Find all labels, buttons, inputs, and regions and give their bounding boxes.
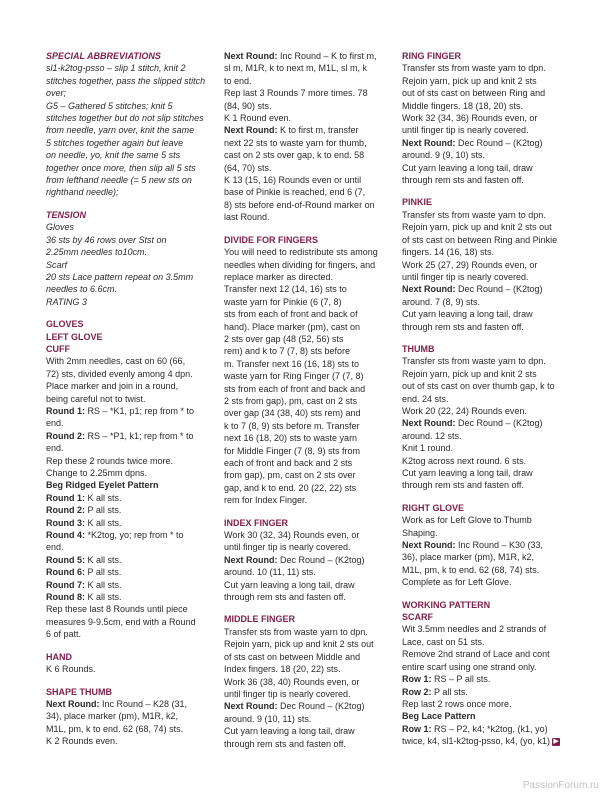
shape-thumb-heading: SHAPE THUMB — [46, 686, 113, 697]
text-line: K2tog across next round. 6 sts. — [402, 455, 527, 466]
text-line: Rejoin yarn, pick up and knit 2 sts out — [402, 222, 552, 233]
text-line: Shaping. — [402, 527, 438, 538]
text-line: through rem sts and fasten off. — [224, 738, 346, 749]
text-line: stitches together but do not slip stitches — [46, 113, 204, 124]
text-line: Cut yarn leaving a long tail, draw — [402, 309, 533, 320]
row-label: Row 1: — [402, 723, 432, 734]
index-finger-heading: INDEX FINGER — [224, 517, 289, 528]
round-label: Round 3: — [46, 517, 85, 528]
text-line: Work 32 (34, 36) Rounds even, or — [402, 113, 538, 124]
text-line: Lace, cast on 51 sts. — [402, 636, 485, 647]
text-line: through rem sts and fasten off. — [402, 321, 524, 332]
text-line: Transfer next 12 (14, 16) sts to — [224, 284, 347, 295]
text-line: replace marker as directed. — [224, 271, 334, 282]
text-line: needles to 6.6cm. — [46, 284, 118, 295]
row-text: twice, k4, sl1-k2tog-psso, k4, (yo, k1) — [402, 736, 551, 747]
text-line: You will need to redistribute sts among — [224, 247, 378, 258]
text-line: Rejoin yarn, pick up and knit 2 sts — [402, 75, 537, 86]
round-text: Inc Round – K30 (33, — [455, 540, 544, 551]
scarf-heading: SCARF — [402, 612, 433, 623]
round-label: Next Round: — [402, 418, 456, 429]
text-line: around. 12 sts. — [402, 430, 462, 441]
text-line: Rep last 2 rows once more. — [402, 698, 512, 709]
text-line: end. — [46, 443, 64, 454]
text-line: K 6 Rounds. — [46, 664, 96, 675]
text-line: over; — [46, 88, 67, 99]
text-line: Wit 3.5mm needles and 2 strands of — [402, 624, 547, 635]
text-line: 20 sts Lace pattern repeat on 3.5mm — [46, 271, 194, 282]
text-line: Rejoin yarn, pick up and knit 2 sts out — [224, 639, 374, 650]
text-line: gap, and k to end. 20 (22, 22) sts — [224, 482, 357, 493]
round-text: K all sts. — [85, 579, 122, 590]
text-line: 2 sts from gap), pm, cast on 2 sts — [224, 395, 358, 406]
text-line: through rem sts and fasten off. — [224, 592, 346, 603]
text-line: from gap), pm, cast on 2 sts over — [224, 470, 356, 481]
round-label: Round 1: — [46, 492, 85, 503]
round-label: Next Round: — [224, 554, 278, 565]
round-text: *K2tog, yo; rep from * to — [85, 530, 184, 541]
text-line: Work as for Left Glove to Thumb — [402, 515, 532, 526]
text-line: fingers. 14 (16, 18) sts. — [402, 247, 495, 258]
text-line: stitches together, pass the slipped stitch — [46, 75, 206, 86]
round-text: Dec Round – (K2tog) — [277, 554, 365, 565]
pattern-round — [46, 517, 214, 529]
text-line: end. — [46, 418, 64, 429]
pattern-round — [46, 529, 214, 541]
special-abbreviations-text — [46, 62, 214, 198]
text-line: Transfer sts from waste yarn to dpn. — [402, 209, 546, 220]
next-round — [402, 417, 572, 429]
pattern-round — [46, 504, 214, 516]
text-line: Rep these 2 rounds twice more. — [46, 455, 174, 466]
text-line: K 1 Round even. — [224, 113, 292, 124]
text-line: around. 9 (9, 10) sts. — [402, 150, 486, 161]
text-line: sl1-k2tog-psso – slip 1 stitch, knit 2 — [46, 63, 186, 74]
next-round — [224, 700, 392, 712]
text-line: Cut yarn leaving a long tail, draw — [224, 579, 355, 590]
row-label: Row 1: — [402, 674, 432, 685]
text-line: around. 7 (8, 9) sts. — [402, 296, 481, 307]
text-line: end. 24 sts. — [402, 393, 449, 404]
left-glove-heading: LEFT GLOVE — [46, 331, 103, 342]
text-line: measures 9-9.5cm, end with a Round — [46, 616, 196, 627]
next-round — [402, 283, 572, 295]
text-line: 2 sts over gap (48 (52, 56) sts — [224, 333, 344, 344]
tension-text — [46, 221, 214, 308]
next-round — [224, 124, 392, 136]
text-line: to end. — [224, 75, 252, 86]
text-line: 72) sts, divided evenly among 4 dpn. — [46, 368, 193, 379]
round-text: K all sts. — [85, 592, 122, 603]
text-line: Work 20 (22, 24) Rounds even. — [402, 405, 527, 416]
text-line: Scarf — [46, 259, 68, 270]
middle-finger-heading: MIDDLE FINGER — [224, 614, 295, 625]
text-line: Knit 1 round. — [402, 443, 454, 454]
round-label: Next Round: — [402, 284, 456, 295]
round-text: RS – *P1, k1; rep from * to — [85, 430, 194, 441]
divide-fingers-heading: DIVIDE FOR FINGERS — [224, 234, 319, 245]
text-line: around. 10 (11, 11) sts. — [224, 567, 316, 578]
text-line: M1L, pm, k to end. 62 (68, 74) sts. — [402, 564, 540, 575]
right-glove-heading: RIGHT GLOVE — [402, 502, 465, 513]
text-line: through rem sts and fasten off. — [402, 480, 524, 491]
text-line: on needle, yo, knit the same 5 sts — [46, 150, 181, 161]
round-label: Round 2: — [46, 505, 85, 516]
ring-finger-heading: RING FINGER — [402, 51, 462, 61]
text-line: K 13 (15, 16) Rounds even or until — [224, 175, 362, 186]
text-line: of sts cast on between Middle and — [224, 651, 361, 662]
round-text: K all sts. — [85, 492, 122, 503]
row-text: RS – P all sts. — [431, 674, 491, 685]
working-pattern-heading: WORKING PATTERN — [402, 599, 491, 610]
text-line: Rejoin yarn, pick up and knit 2 sts — [402, 368, 537, 379]
text-line: until finger tip is nearly covered. — [224, 542, 351, 553]
row-label: Row 2: — [402, 686, 432, 697]
scarf-row-1 — [402, 673, 572, 685]
round-text: RS – *K1, p1; rep from * to — [85, 405, 195, 416]
round-label: Round 1: — [46, 405, 85, 416]
watermark: PassionForum.ru — [522, 779, 599, 791]
text-line: until finger tip is nearly covered. — [402, 125, 529, 136]
text-line: Remove 2nd strand of Lace and cont — [402, 649, 550, 660]
text-line: being careful not to twist. — [46, 393, 146, 404]
round-label: Round 5: — [46, 554, 85, 565]
text-line: k to 7 (8, 9) sts before m. Transfer — [224, 420, 360, 431]
text-line: 36 sts by 46 rows over Stst on — [46, 234, 167, 245]
thumb-heading: THUMB — [402, 343, 435, 354]
text-line: With 2mm needles, cast on 60 (66, — [46, 356, 186, 367]
text-line: m. Transfer next 16 (16, 18) sts to — [224, 358, 360, 369]
text-line: (84, 90) sts. — [224, 100, 272, 111]
scarf-row-2 — [402, 686, 572, 698]
pattern-round — [46, 579, 214, 591]
text-line: Change to 2.25mm dpns. — [46, 468, 148, 478]
tension-heading: TENSION — [46, 209, 87, 220]
cuff-round-2 — [46, 430, 214, 442]
text-line: Transfer sts from waste yarn to dpn. — [402, 63, 546, 74]
text-line: out of sts cast on between Ring and — [402, 88, 546, 99]
text-line: M1L, pm, k to end. 62 (68, 74) sts. — [46, 723, 184, 734]
next-round — [224, 50, 392, 62]
text-line: next 22 sts to waste yarn for thumb, — [224, 137, 367, 148]
text-line: 8) sts before end-of-Round marker on — [224, 199, 375, 210]
text-line: 36), place marker (pm), M1R, k2, — [402, 552, 535, 563]
round-text: P all sts. — [85, 567, 122, 578]
column-1 — [46, 50, 214, 748]
lace-row-1-cont — [402, 735, 572, 747]
text-line: each of front and back and 2 sts — [224, 458, 353, 468]
text-line: 6 of patt. — [46, 629, 82, 640]
continue-arrow-icon: ▶ — [553, 737, 559, 745]
text-line: around. 9 (10, 11) sts. — [224, 713, 312, 724]
round-text: K all sts. — [85, 554, 122, 565]
round-label: Round 8: — [46, 592, 85, 603]
text-line: through rem sts and fasten off. — [402, 175, 524, 186]
text-line: entire scarf using one strand only. — [402, 661, 537, 672]
text-line: righthand needle); — [46, 187, 119, 198]
pattern-round — [46, 591, 214, 603]
text-line: sts from each of front and back of — [224, 309, 358, 320]
pinkie-heading: PINKIE — [402, 197, 433, 208]
pattern-round — [46, 492, 214, 504]
text-line: G5 – Gathered 5 stitches; knit 5 — [46, 100, 173, 111]
text-line: end. — [46, 542, 64, 553]
round-label: Round 6: — [46, 567, 85, 578]
text-line: Transfer sts from waste yarn to dpn. — [224, 626, 368, 637]
round-text: Dec Round – (K2tog) — [277, 701, 365, 712]
round-label: Next Round: — [46, 698, 100, 709]
next-round — [46, 698, 214, 710]
text-line: over gap (34 (38, 40) sts rem) and — [224, 408, 361, 419]
next-round — [402, 137, 572, 149]
text-line: rem) and k to 7 (7, 8) sts before — [224, 346, 351, 357]
text-line: Rep last 3 Rounds 7 more times. 78 — [224, 88, 368, 99]
gloves-heading: GLOVES — [46, 319, 84, 330]
text-line: Transfer sts from waste yarn to dpn. — [402, 356, 546, 367]
text-line: Work 30 (32, 34) Rounds even, or — [224, 530, 360, 541]
text-line: Complete as for Left Glove. — [402, 577, 512, 588]
text-line: Cut yarn leaving a long tail, draw — [402, 162, 533, 173]
round-text: Inc Round – K28 (31, — [99, 698, 188, 709]
round-text: K all sts. — [85, 517, 122, 528]
special-abbreviations-heading: SPECIAL ABBREVIATIONS — [46, 51, 161, 61]
lace-row-1 — [402, 723, 572, 735]
text-line: 5 stitches together again but leave — [46, 137, 184, 148]
round-label: Next Round: — [224, 701, 278, 712]
round-label: Next Round: — [402, 540, 456, 551]
beg-pattern-subheading: Beg Ridged Eyelet Pattern — [46, 480, 159, 491]
text-line: hand). Place marker (pm), cast on — [224, 321, 361, 332]
round-text: Inc Round – K to first m, — [277, 51, 377, 61]
round-text: Dec Round – (K2tog) — [455, 284, 543, 295]
text-line: rem for Index Finger. — [224, 495, 308, 506]
text-line: Rep these last 8 Rounds until piece — [46, 604, 188, 615]
column-2 — [224, 50, 392, 750]
text-line: Cut yarn leaving a long tail, draw — [224, 726, 355, 737]
round-label: Round 7: — [46, 579, 85, 590]
hand-heading: HAND — [46, 651, 72, 662]
text-line: last Round. — [224, 212, 270, 223]
text-line: of sts cast on between Ring and Pinkie — [402, 234, 558, 245]
round-label: Next Round: — [224, 125, 278, 136]
pattern-round — [46, 566, 214, 578]
text-line: needles when dividing for fingers, and — [224, 259, 376, 270]
next-round — [402, 539, 572, 551]
text-line: Work 36 (38, 40) Rounds even, or — [224, 676, 360, 687]
text-line: cast on 2 sts over gap, k to end. 58 — [224, 150, 365, 161]
row-text: P all sts. — [431, 686, 468, 697]
text-line: Index fingers. 18 (20, 22) sts. — [224, 664, 341, 675]
text-line: out of sts cast on over thumb gap, k to — [402, 381, 555, 392]
text-line: K 2 Rounds even. — [46, 736, 118, 747]
round-text: K to first m, transfer — [277, 125, 359, 136]
round-label: Round 2: — [46, 430, 85, 441]
column-3 — [402, 50, 572, 748]
text-line: (64, 70) sts. — [224, 162, 272, 173]
text-line: waste yarn for Pinkie (6 (7, 8) — [224, 296, 342, 307]
text-line: waste yarn for Ring Finger (7 (7, 8) — [224, 371, 364, 382]
text-line: for Middle Finger (7 (8, 9) sts from — [224, 445, 361, 456]
text-line: together once more, then slip all 5 sts — [46, 162, 196, 173]
text-line: Gloves — [46, 222, 75, 233]
text-line: from needle, yarn over, knit the same — [46, 125, 195, 136]
text-line: Middle fingers. 18 (18, 20) sts. — [402, 100, 524, 111]
row-text: RS – P2, k4; *k2tog, (k1, yo) — [431, 723, 548, 734]
cuff-round-1 — [46, 405, 214, 417]
text-line: Cut yarn leaving a long tail, draw — [402, 468, 533, 478]
round-label: Round 4: — [46, 530, 85, 541]
round-label: Next Round: — [224, 51, 278, 61]
cuff-heading: CUFF — [46, 343, 70, 354]
round-text: P all sts. — [85, 505, 122, 516]
text-line: 34), place marker (pm), M1R, k2, — [46, 711, 179, 722]
text-line: until finger tip is nearly covered. — [224, 688, 351, 699]
text-line: 2.25mm needles to10cm. — [46, 247, 148, 258]
text-line: Work 25 (27, 29) Rounds even, or — [402, 259, 538, 270]
text-line: sts from each of front and back and — [224, 383, 366, 394]
beg-lace-subheading: Beg Lace Pattern — [402, 711, 476, 722]
round-text: Dec Round – (K2tog) — [455, 137, 543, 148]
text-line: sl m, M1R, k to next m, M1L, sl m, k — [224, 63, 368, 74]
next-round — [224, 554, 392, 566]
text-line: Place marker and join in a round, — [46, 381, 179, 392]
text-line: base of Pinkie is reached, end 6 (7, — [224, 187, 366, 198]
round-label: Next Round: — [402, 137, 456, 148]
text-line: next 16 (18, 20) sts to waste yarn — [224, 433, 358, 444]
pattern-round — [46, 554, 214, 566]
text-line: from lefthand needle (= 5 new sts on — [46, 175, 192, 186]
text-line: until finger tip is nearly covered. — [402, 271, 529, 282]
round-text: Dec Round – (K2tog) — [455, 418, 543, 429]
text-line: RATING 3 — [46, 296, 87, 307]
